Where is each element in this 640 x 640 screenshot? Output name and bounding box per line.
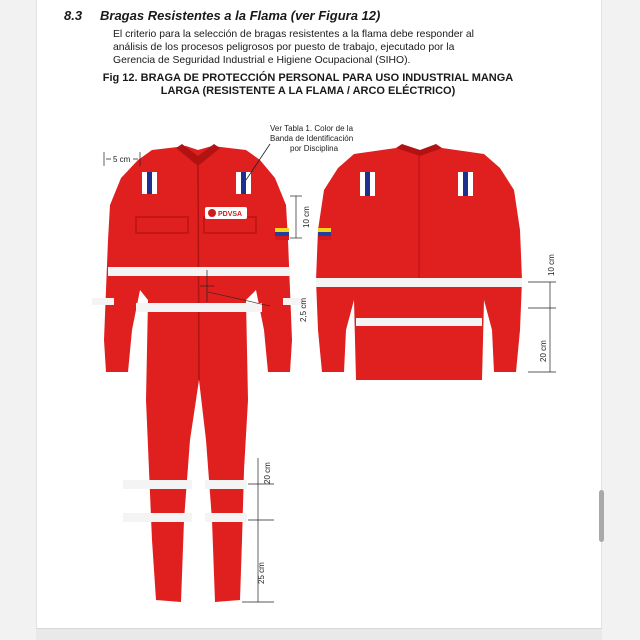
svg-text:10 cm: 10 cm <box>302 206 311 228</box>
back-waist-stripe <box>356 318 482 326</box>
band-note-line: por Disciplina <box>290 144 339 153</box>
band-note-line: Banda de Identificación <box>270 134 354 143</box>
svg-text:5 cm: 5 cm <box>113 155 131 164</box>
front-left-id-band <box>142 172 157 194</box>
section-title: Bragas Resistentes a la Flama (ver Figura 12) <box>100 8 381 23</box>
front-chest-stripe <box>108 267 290 276</box>
dim-leg-lower <box>242 520 274 602</box>
front-right-leg-stripe-lower <box>205 513 247 522</box>
caption-line: LARGA (RESISTENTE A LA FLAMA / ARCO ELÉCTRICO) <box>160 85 456 97</box>
front-coverall <box>92 144 305 602</box>
dim-back-below <box>528 308 556 372</box>
band-note-line: Ver Tabla 1. Color de la <box>270 124 354 133</box>
paragraph-line: El criterio para la selección de bragas resistentes a la flama debe responder al <box>113 29 474 40</box>
svg-text:25 cm: 25 cm <box>257 562 266 584</box>
back-chest-stripe <box>316 278 522 287</box>
pdvsa-logo-mark <box>208 209 216 217</box>
front-left-leg-stripe-lower <box>123 513 192 522</box>
section-number: 8.3 <box>64 8 83 23</box>
back-left-id-band <box>360 172 375 196</box>
dim-back-stripe <box>528 254 556 308</box>
svg-text:20 cm: 20 cm <box>263 462 272 484</box>
dim-leg-upper <box>248 458 274 520</box>
svg-text:2,5 cm: 2,5 cm <box>299 297 308 322</box>
back-flag-patch <box>318 228 331 240</box>
back-right-id-band <box>458 172 473 196</box>
front-right-leg-stripe-upper <box>205 480 247 489</box>
svg-text:10 cm: 10 cm <box>547 254 556 276</box>
svg-text:20 cm: 20 cm <box>539 340 548 362</box>
front-flag-patch <box>275 228 289 240</box>
caption-line: Fig 12. BRAGA DE PROTECCIÓN PERSONAL PARA USO INDUSTRIAL MANGA <box>102 72 514 84</box>
pdvsa-logo-text: PDVSA <box>218 211 243 218</box>
back-coverall <box>316 144 522 380</box>
dim-pocket-flag <box>290 196 311 238</box>
paragraph-line: Gerencia de Seguridad Industrial e Higiene Ocupacional (SIHO). <box>113 55 411 66</box>
front-waist-stripe <box>136 303 262 312</box>
front-left-arm-stripe <box>92 298 114 305</box>
paragraph-line: análisis de los procesos peligrosos por puesto de trabajo, ejecutado por la <box>113 42 455 53</box>
front-left-leg-stripe-upper <box>123 480 192 489</box>
